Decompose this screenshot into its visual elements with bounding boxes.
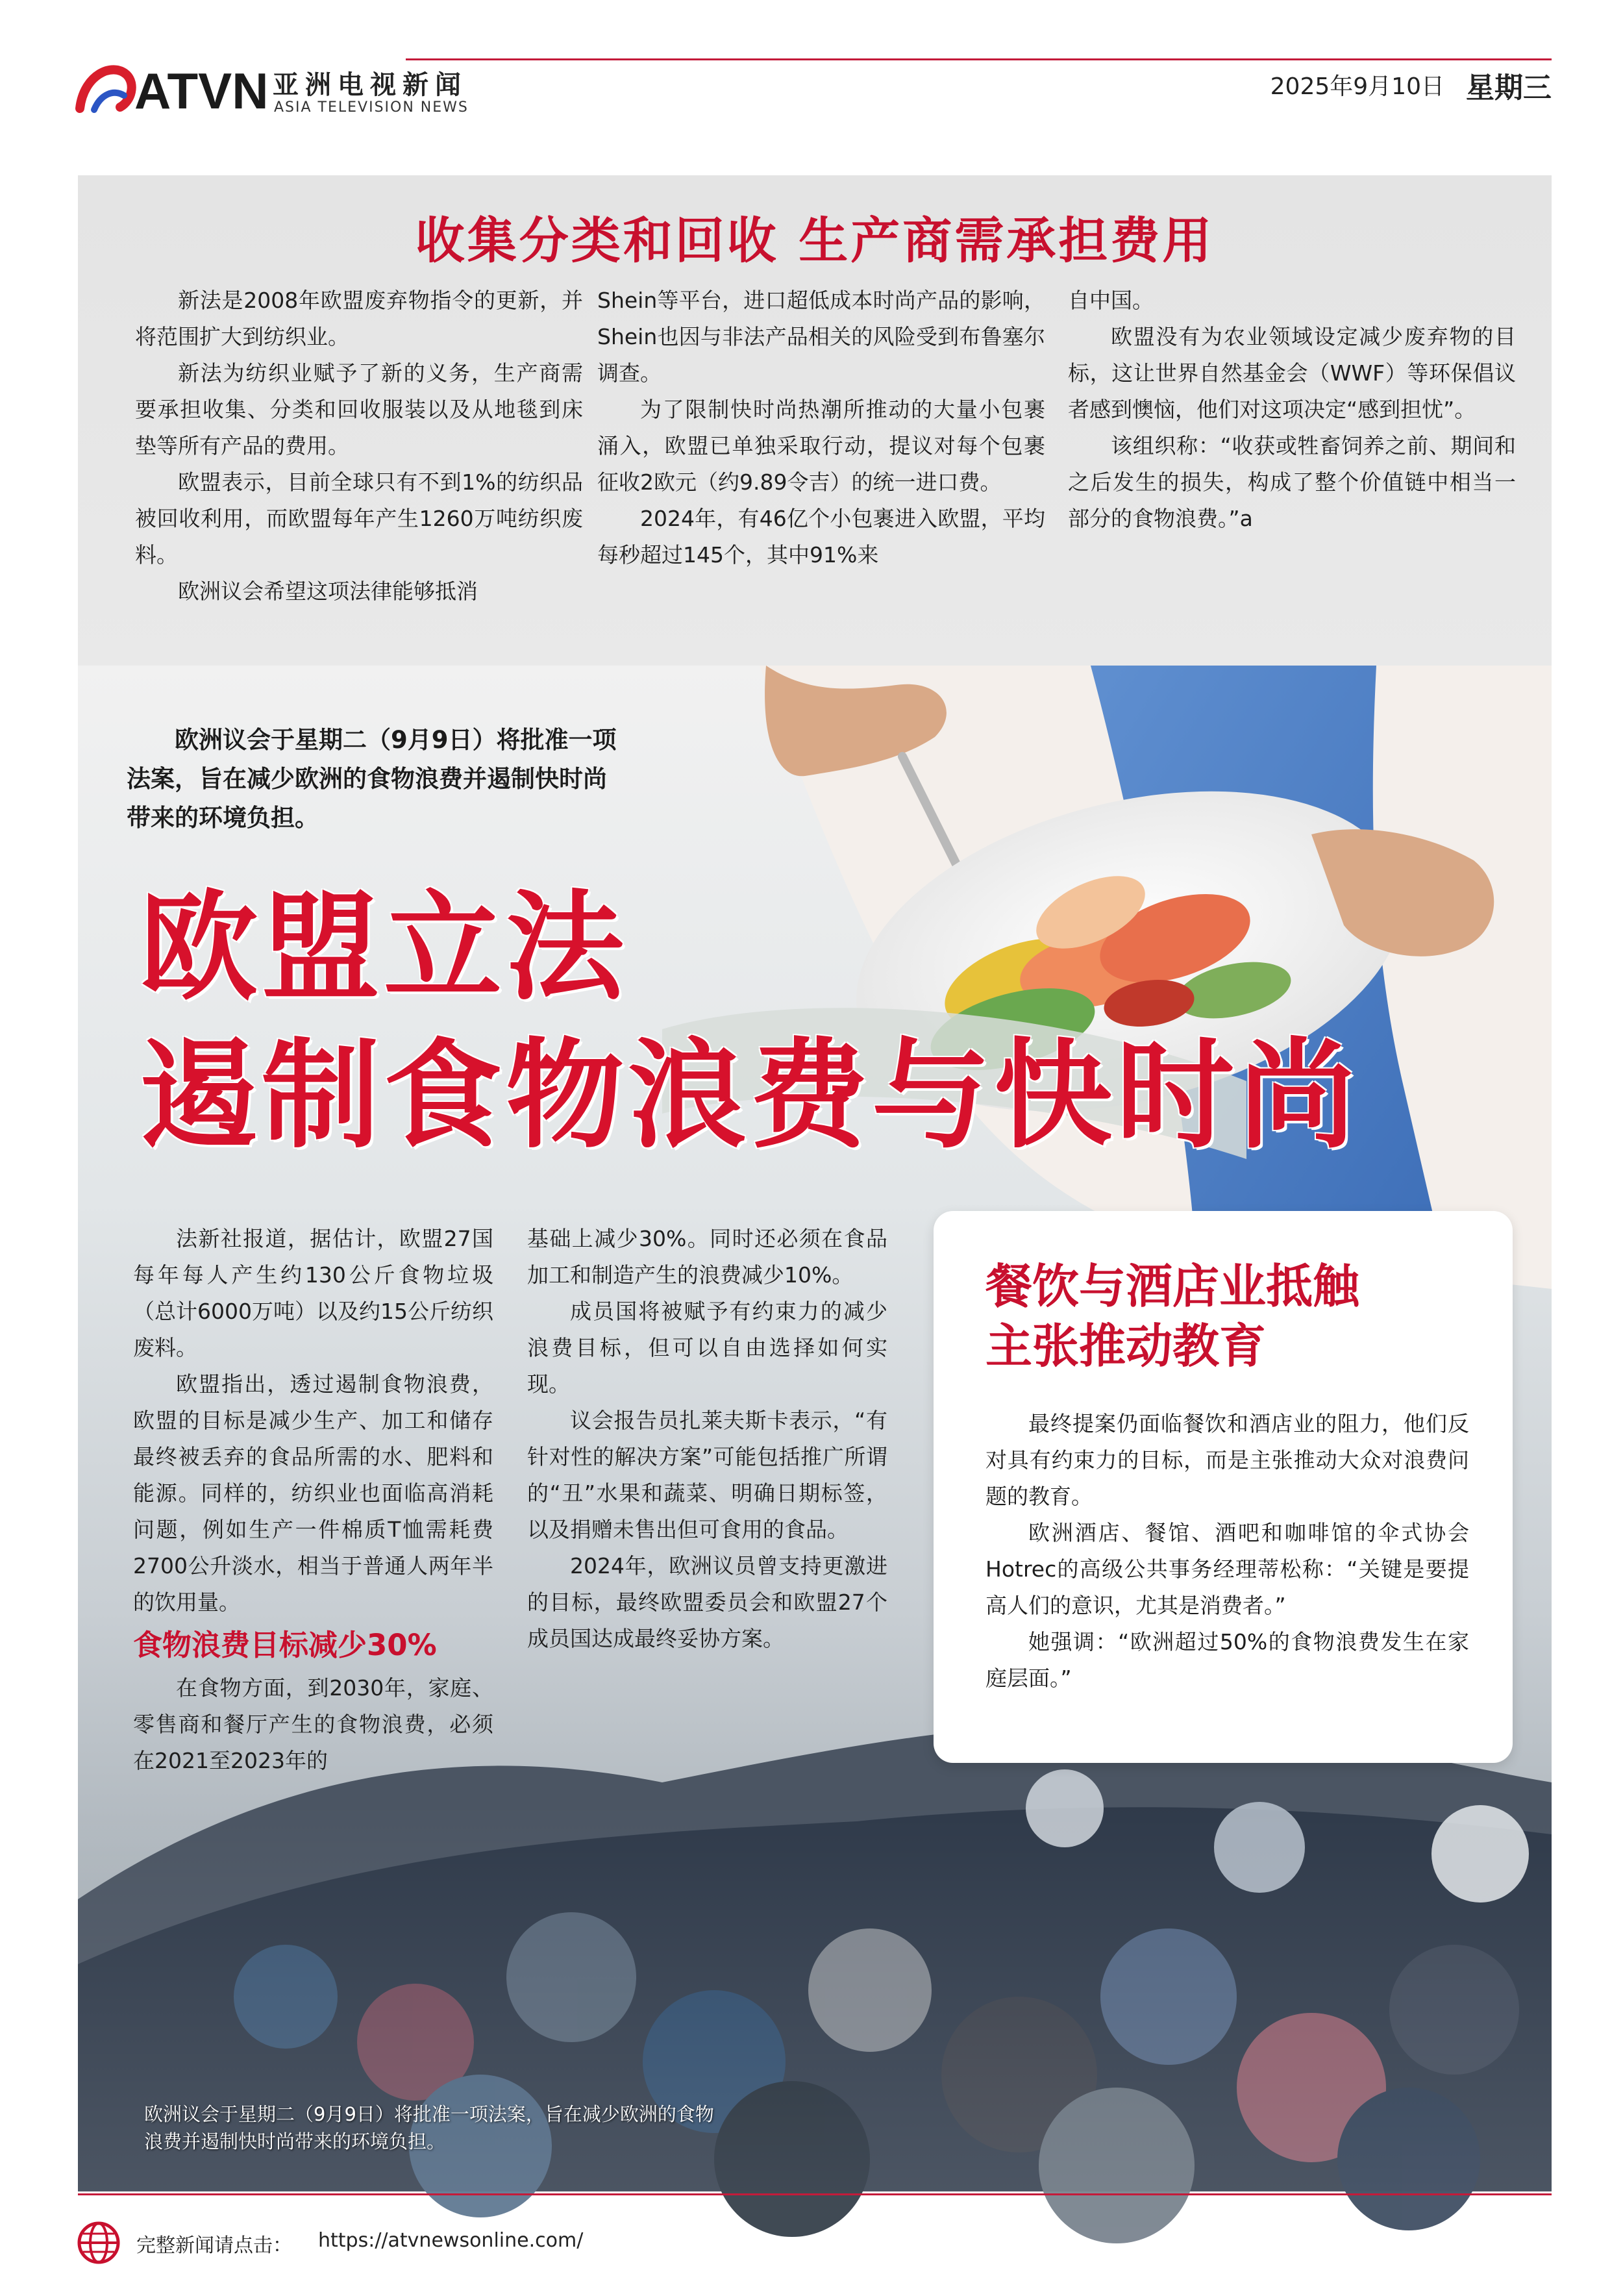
brand-chinese-name: 亚洲电视新闻 [273, 70, 467, 100]
recycling-section [78, 175, 1552, 666]
paragraph: 欧洲议会希望这项法律能够抵消 [178, 579, 478, 604]
sidebar-title-line-2: 主张推动教育 [985, 1319, 1267, 1373]
footer-label: 完整新闻请点击： [136, 2234, 292, 2257]
paragraph: 最终提案仍面临餐饮和酒店业的阻力，他们反对具有约束力的目标，而是主张推动大众对浪费问题的教育。 [985, 1411, 1469, 1509]
footer-link[interactable]: https://atvnewsonline.com/ [318, 2229, 584, 2252]
main-headline [140, 873, 1360, 1169]
main-column-2 [527, 1221, 887, 1657]
paragraph: 自中国。 [1068, 288, 1154, 313]
paragraph: 新法为纺织业赋予了新的义务，生产商需要承担收集、分类和回收服装以及从地毯到床垫等所有产品的费用。 [135, 360, 583, 458]
header-divider [406, 58, 1552, 60]
paragraph: 欧洲酒店、餐馆、酒吧和咖啡馆的伞式协会Hotrec的高级公共事务经理蒂松称：“关键是要提高人们的意识，尤其是消费者。” [985, 1520, 1469, 1618]
subheading: 食物浪费目标减少30% [133, 1628, 437, 1662]
paragraph: 基础上减少30%。同时还必须在食品加工和制造产生的浪费减少10%。 [527, 1226, 887, 1288]
headline-line-1: 欧盟立法 [140, 879, 628, 1016]
masthead [75, 55, 1552, 120]
paragraph: 议会报告员扎莱夫斯卡表示，“有针对性的解决方案”可能包括推广所谓的“丑”水果和蔬菜、明确日期标签，以及捐赠未售出但可食用的食品。 [527, 1408, 887, 1542]
headline-line-2: 遏制食物浪费与快时尚 [140, 1027, 1360, 1164]
paragraph: Shein等平台，进口超低成本时尚产品的影响，Shein也因与非法产品相关的风险受到布鲁塞尔调查。 [597, 288, 1045, 386]
section-title: 收集分类和回收 生产商需承担费用 [415, 212, 1215, 269]
photo-caption: 欧洲议会于星期二（9月9日）将批准一项法案，旨在减少欧洲的食物浪费并遏制快时尚带来的环境负担。 [144, 2103, 714, 2152]
section-column-1 [135, 282, 583, 610]
globe-icon[interactable] [77, 2221, 121, 2265]
sidebar-box [934, 1211, 1513, 1763]
issue-weekday: 星期三 [1466, 71, 1552, 105]
atvn-logo[interactable] [75, 55, 269, 120]
paragraph: 该组织称：“收获或牲畜饲养之前、期间和之后发生的损失，构成了整个价值链中相当一部分的食物浪费。”a [1068, 433, 1516, 531]
paragraph: 新法是2008年欧盟废弃物指令的更新，并将范围扩大到纺织业。 [135, 288, 583, 349]
brand-english-name: ASIA TELEVISION NEWS [274, 99, 469, 116]
lead-text: 欧洲议会于星期二（9月9日）将批准一项法案，旨在减少欧洲的食物浪费并遏制快时尚带来的环境负担。 [127, 726, 617, 832]
svg-text:ATVN: ATVN [134, 62, 269, 119]
paragraph: 2024年，欧洲议员曾支持更激进的目标，最终欧盟委员会和欧盟27个成员国达成最终妥协方案。 [527, 1553, 887, 1651]
paragraph: 2024年，有46亿个小包裹进入欧盟，平均每秒超过145个，其中91%来 [597, 506, 1045, 568]
paragraph: 欧盟指出，透过遏制食物浪费，欧盟的目标是减少生产、加工和储存最终被丢弃的食品所需的水、肥料和能源。同样的，纺织业也面临高消耗问题，例如生产一件棉质T恤需耗费2700公升淡水，相当于普通人两年半的饮用量。 [133, 1371, 493, 1615]
lead-paragraph [127, 721, 620, 838]
paragraph: 在食物方面，到2030年，家庭、零售商和餐厅产生的食物浪费，必须在2021至2023年的 [133, 1675, 493, 1773]
paragraph: 法新社报道，据估计，欧盟27国每年每人产生约130公斤食物垃圾（总计6000万吨）以及约15公斤纺织废料。 [133, 1226, 493, 1360]
paragraph: 为了限制快时尚热潮所推动的大量小包裹涌入，欧盟已单独采取行动，提议对每个包裹征收2欧元（约9.89令吉）的统一进口费。 [597, 397, 1045, 495]
paragraph: 她强调：“欧洲超过50%的食物浪费发生在家庭层面。” [985, 1629, 1469, 1691]
paragraph: 欧盟表示，目前全球只有不到1%的纺织品被回收利用，而欧盟每年产生1260万吨纺织废料。 [135, 469, 583, 568]
paragraph: 欧盟没有为农业领域设定减少废弃物的目标，这让世界自然基金会（WWF）等环保倡议者感到懊恼，他们对这项决定“感到担忧”。 [1068, 324, 1516, 422]
sidebar-body [985, 1406, 1469, 1697]
sidebar-title [985, 1256, 1359, 1376]
footer-divider [78, 2193, 1552, 2195]
sidebar-title-line-1: 餐饮与酒店业抵触 [985, 1259, 1360, 1314]
main-column-1 [133, 1221, 493, 1779]
section-column-2 [597, 282, 1045, 573]
paragraph: 成员国将被赋予有约束力的减少浪费目标，但可以自由选择如何实现。 [527, 1299, 887, 1397]
issue-date: 2025年9月10日 [1270, 73, 1444, 100]
section-column-3 [1068, 282, 1516, 537]
